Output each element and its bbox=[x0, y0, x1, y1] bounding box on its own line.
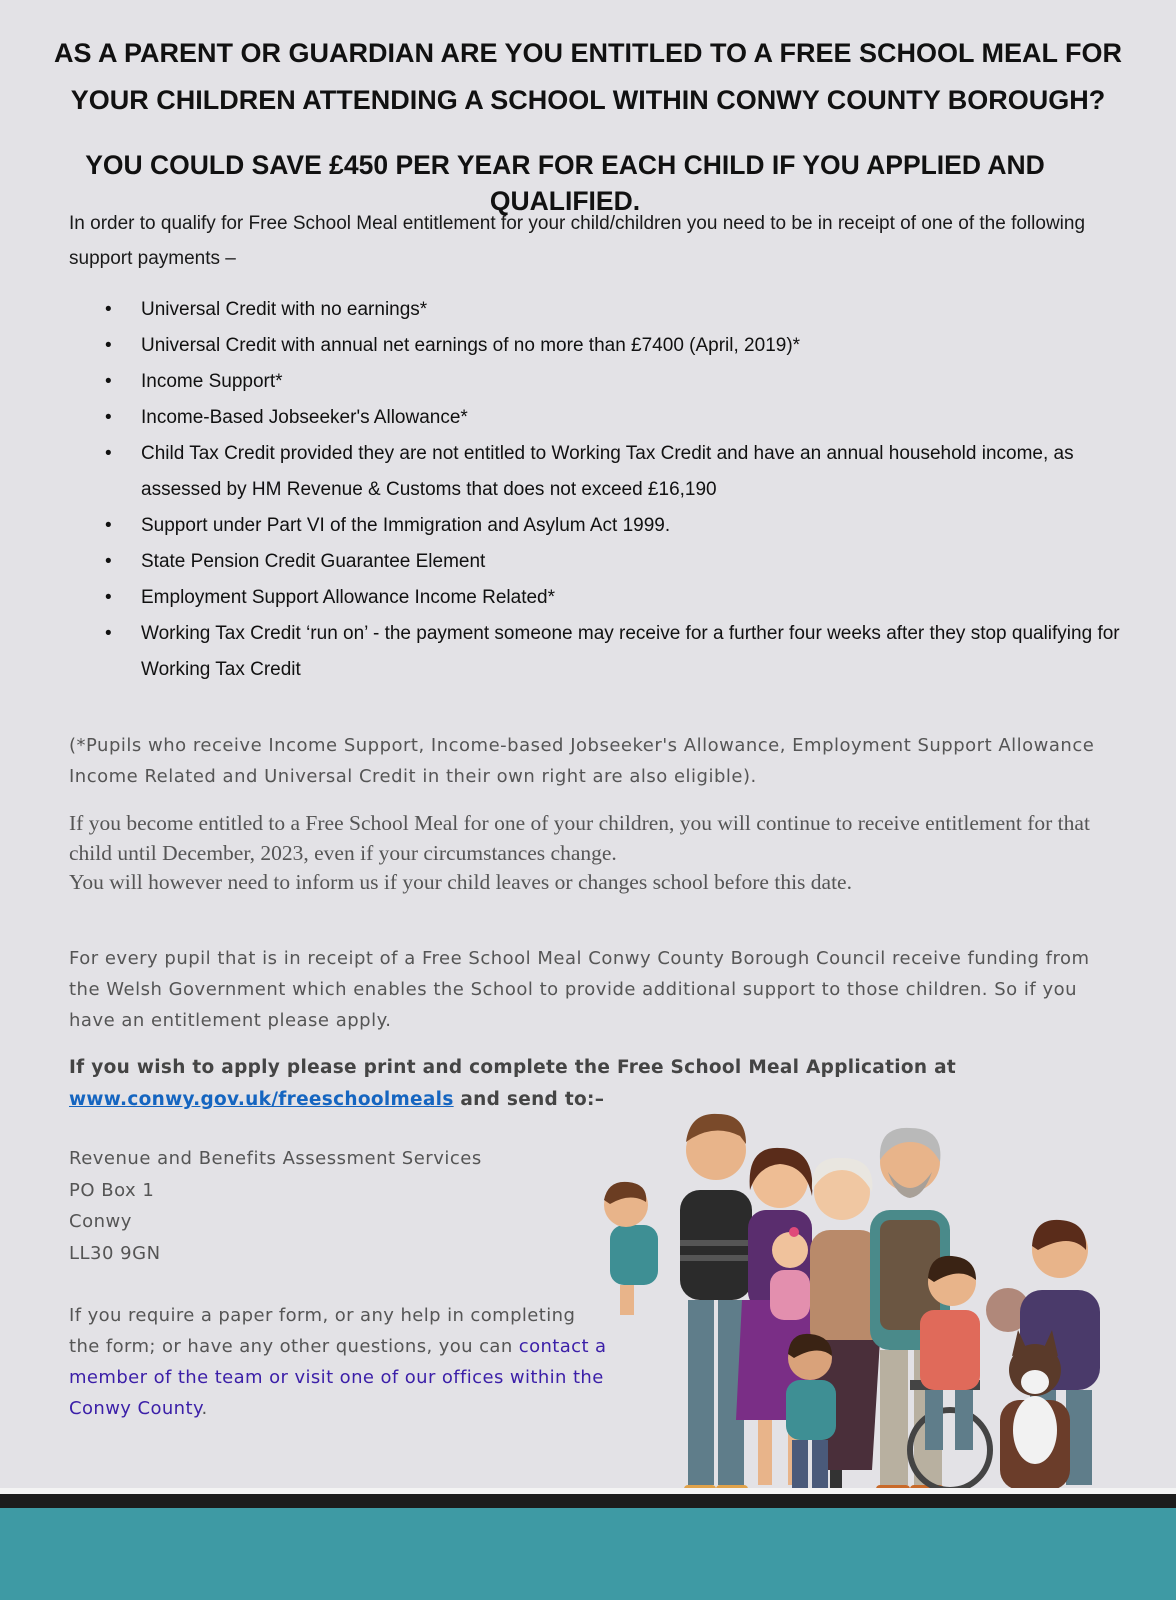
eligibility-note: (*Pupils who receive Income Support, Income-based Jobseeker's Allowance, Employment Support Allowance Income Related and Universal Credit in their own right are also eligible). bbox=[69, 735, 1095, 787]
father-figure bbox=[680, 1114, 752, 1495]
footer-divider-dark bbox=[0, 1494, 1176, 1508]
support-payments-list bbox=[105, 292, 1145, 688]
list-item: • Child Tax Credit provided they are not entitled to Working Tax Credit and have an annual household income, as assessed by HM Revenue & Customs that does not exceed £16,190 bbox=[105, 436, 1145, 508]
address-line: Conwy bbox=[69, 1211, 132, 1232]
list-item: • Employment Support Allowance Income Related* bbox=[105, 580, 1145, 616]
bullet-icon: • bbox=[105, 335, 112, 356]
help-paragraph bbox=[69, 1300, 609, 1424]
baby-figure bbox=[770, 1227, 810, 1320]
postal-address bbox=[69, 1143, 569, 1269]
savings-headline: YOU COULD SAVE £450 PER YEAR FOR EACH CHILD IF YOU APPLIED AND QUALIFIED. bbox=[85, 150, 1045, 216]
list-item: • Income Support* bbox=[105, 364, 1145, 400]
bullet-icon: • bbox=[105, 515, 112, 536]
list-item: • Universal Credit with annual net earnings of no more than £7400 (April, 2019)* bbox=[105, 328, 1145, 364]
free-school-meals-link[interactable]: www.conwy.gov.uk/freeschoolmeals bbox=[69, 1089, 454, 1110]
list-item: • Income-Based Jobseeker's Allowance* bbox=[105, 400, 1145, 436]
contact-team-link[interactable]: contact a member of the team or visit one of our offices within the Conwy County bbox=[69, 1336, 607, 1419]
intro-paragraph: In order to qualify for Free School Meal entitlement for your child/children you need to be in receipt of one of the following support payments – bbox=[69, 213, 1086, 269]
continuation-line: If you become entitled to a Free School Meal for one of your children, you will continue to receive entitlement for that child until December, 2023, even if your circumstances change. bbox=[69, 811, 1090, 865]
list-item: • Support under Part VI of the Immigration and Asylum Act 1999. bbox=[105, 508, 1145, 544]
help-text: If you require a paper form, or any help in completing the form; or have any other questions, you can bbox=[69, 1305, 576, 1357]
bullet-icon: • bbox=[105, 443, 112, 464]
footer-band bbox=[0, 1508, 1176, 1600]
bullet-icon: • bbox=[105, 623, 112, 644]
main-headline: AS A PARENT OR GUARDIAN ARE YOU ENTITLED TO A FREE SCHOOL MEAL FOR YOUR CHILDREN ATTENDING A SCHOOL WITHIN CONWY COUNTY BOROUGH? bbox=[53, 38, 1123, 115]
funding-paragraph: For every pupil that is in receipt of a Free School Meal Conwy County Borough Council receive funding from the Welsh Government which enables the School to provide additional support to those children. So if you have an entitlement please apply. bbox=[69, 948, 1090, 1031]
bullet-icon: • bbox=[105, 371, 112, 392]
bullet-icon: • bbox=[105, 551, 112, 572]
family-illustration bbox=[580, 1100, 1176, 1510]
address-line: PO Box 1 bbox=[69, 1179, 155, 1201]
list-item: • Working Tax Credit ‘run on’ - the payment someone may receive for a further four weeks after they stop qualifying for Working Tax Credit bbox=[105, 616, 1145, 688]
bullet-icon: • bbox=[105, 587, 112, 608]
apply-suffix: and send to:– bbox=[460, 1089, 605, 1110]
apply-text: If you wish to apply please print and complete the Free School Meal Application at bbox=[69, 1057, 957, 1078]
bullet-icon: • bbox=[105, 299, 112, 320]
bullet-icon: • bbox=[105, 407, 112, 428]
help-end: . bbox=[201, 1398, 208, 1419]
list-item: • State Pension Credit Guarantee Element bbox=[105, 544, 1145, 580]
list-item: • Universal Credit with no earnings* bbox=[105, 292, 1145, 328]
toddler-figure bbox=[604, 1182, 658, 1315]
continuation-paragraph bbox=[69, 809, 1109, 898]
address-line: Revenue and Benefits Assessment Services bbox=[69, 1148, 482, 1169]
continuation-line: You will however need to inform us if your child leaves or changes school before this date. bbox=[69, 870, 852, 894]
address-line: LL30 9GN bbox=[69, 1242, 161, 1264]
